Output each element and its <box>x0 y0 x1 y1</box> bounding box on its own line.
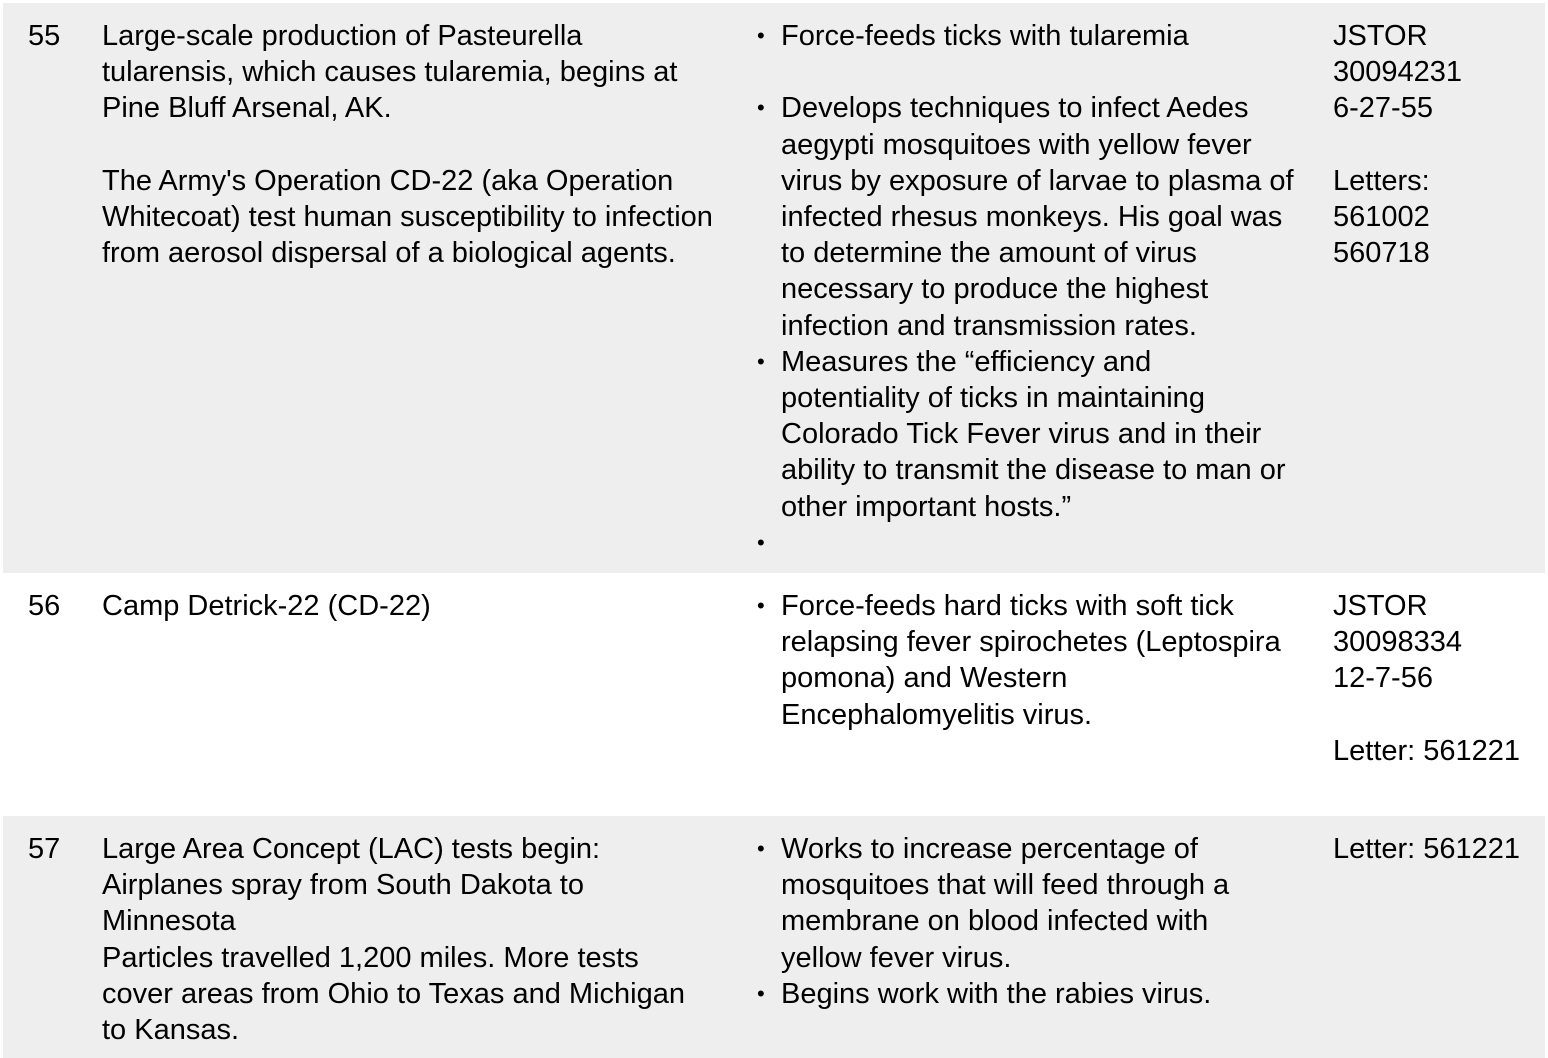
source-reference: Letter: 561221 <box>1333 734 1521 767</box>
year-cell: 57 <box>28 833 61 865</box>
source-reference: Letters: 561002 560718 <box>1333 164 1430 270</box>
source-cell <box>1333 831 1543 867</box>
event-paragraph: Large Area Concept (LAC) tests begin: Airplanes spray from South Dakota to Minnesota Particles travelled 1,200 miles. More tests cover areas from Ohio to Texas and Michigan to Kansas. <box>102 833 685 1047</box>
work-bullet: • Measures the “efficiency and potentiality of ticks in maintaining Colorado Tick Fever virus and in their ability to transmit the disease to man or other important hosts.” <box>755 344 1325 525</box>
event-cell <box>102 18 742 271</box>
source-cell <box>1333 588 1543 769</box>
work-bullet <box>755 525 1325 561</box>
table-row <box>3 3 1545 573</box>
work-bullet: • Works to increase percentage of mosquitoes that will feed through a membrane on blood infected with yellow fever virus. <box>755 831 1325 976</box>
work-cell <box>755 18 1325 561</box>
work-bullet-list <box>755 18 1325 561</box>
source-reference: JSTOR 30094231 6-27-55 <box>1333 20 1463 125</box>
year-cell: 55 <box>28 20 61 52</box>
event-cell <box>102 588 742 624</box>
year-cell: 56 <box>28 590 61 622</box>
event-paragraph: Large-scale production of Pasteurella tularensis, which causes tularemia, begins at Pine Bluff Arsenal, AK. <box>102 20 678 125</box>
work-bullet-list <box>755 588 1325 733</box>
work-bullet-list <box>755 831 1325 1012</box>
work-cell <box>755 588 1325 733</box>
work-bullet: • Force-feeds hard ticks with soft tick relapsing fever spirochetes (Leptospira pomona) and Western Encephalomyelitis virus. <box>755 588 1325 733</box>
event-cell <box>102 831 742 1048</box>
work-bullet: • Begins work with the rabies virus. <box>755 976 1325 1012</box>
table-row <box>3 816 1545 1058</box>
event-paragraph: Camp Detrick-22 (CD-22) <box>102 590 431 622</box>
source-reference: Letter: 561221 <box>1333 833 1521 865</box>
source-reference: JSTOR 30098334 12-7-56 <box>1333 590 1463 695</box>
work-bullet: • Develops techniques to infect Aedes aegypti mosquitoes with yellow fever virus by exposure of larvae to plasma of infected rhesus monkeys. His goal was to determine the amount of virus necessary to produce the highest infection and transmission rates. <box>755 90 1325 343</box>
work-bullet: • Force-feeds ticks with tularemia <box>755 18 1325 54</box>
work-cell <box>755 831 1325 1012</box>
table-row <box>3 573 1545 816</box>
source-cell <box>1333 18 1543 271</box>
event-paragraph: The Army's Operation CD-22 (aka Operation Whitecoat) test human susceptibility to infection from aerosol dispersal of a biological agents. <box>102 164 713 270</box>
